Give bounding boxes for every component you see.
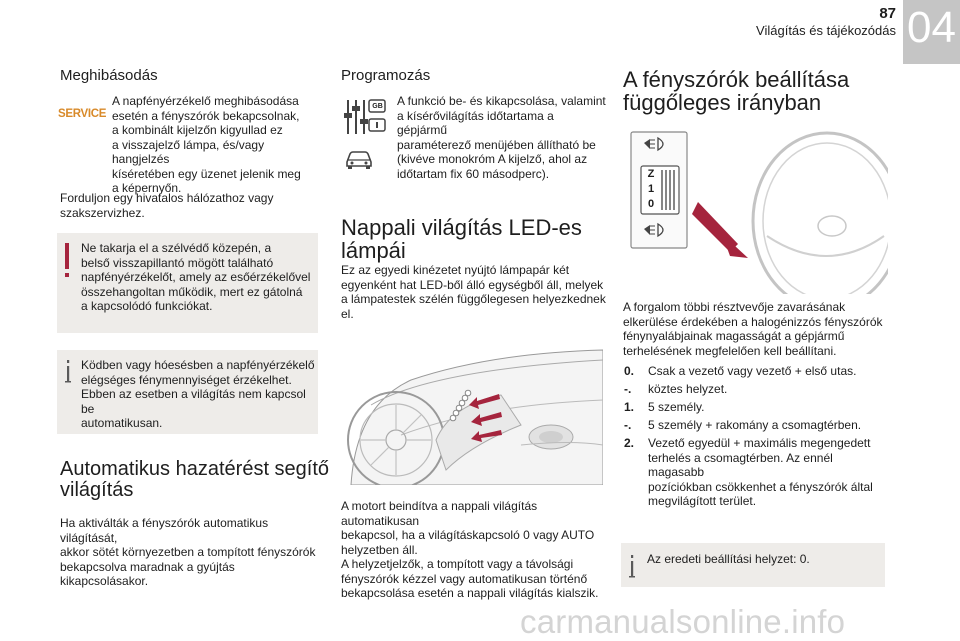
thumbwheel-labels: Z 1 0 bbox=[647, 168, 655, 210]
programming-paragraph: A funkció be- és kikapcsolása, valamint a kísérővilágítás időtartama a gépjármű paraméterező menüjében állítható be (kivéve monokróm A kijelző, ahol az időtartam fix 60 másodperc). bbox=[397, 94, 606, 181]
drl-heading: Nappali világítás LED-es lámpái bbox=[341, 215, 582, 263]
programming-heading: Programozás bbox=[341, 67, 431, 84]
settings-sliders-icon bbox=[343, 97, 389, 137]
warning-text: Ne takarja el a szélvédő közepén, a belső visszapillantó mögött található napfényérzékelőt, amely az esőérzékelővel összehangoltan működik, mert ez gátolná a kapcsolódó funkciókat. bbox=[81, 241, 311, 313]
section-title: Világítás és tájékozódás bbox=[756, 23, 896, 38]
info-box-fog bbox=[57, 350, 318, 434]
chapter-number: 04 bbox=[907, 3, 956, 52]
car-icon bbox=[344, 148, 374, 170]
fault-paragraph: A napfényérzékelő meghibásodása esetén a fényszórók bekapcsolnak, a kombinált kijelzőn kigyullad ez a visszajelző lámpa, és/vagy hangjelzés kíséretében egy üzenet jelenik meg a képernyőn. bbox=[112, 94, 301, 195]
drl-paragraph: Ez az egyedi kinézetet nyújtó lámpapár két egyenként hat LED-ből álló egységből áll, melyek a lámpatestek szélén függőlegesen helyezkednek el. bbox=[341, 263, 606, 321]
auto-lighting-paragraph: Ha aktiválták a fényszórók automatikus világítását, akkor sötét környezetben a tompított fényszórók bekapcsolva maradnak a gyújtás kikapcsolásakor. bbox=[60, 516, 316, 588]
watermark: carmanualsonline.info bbox=[520, 603, 846, 640]
contact-paragraph: Forduljon egy hivatalos hálózathoz vagy szakszervizhez. bbox=[60, 191, 274, 220]
service-warning-icon: SERVICE bbox=[58, 108, 107, 120]
chapter-tab bbox=[903, 0, 960, 64]
headlamp-adjust-illustration bbox=[622, 126, 888, 294]
default-note: Az eredeti beállítási helyzet: 0. bbox=[647, 552, 810, 566]
gb-label: GB bbox=[372, 103, 383, 110]
info-text: Ködben vagy hóesésben a napfényérzékelő elégséges fénymennyiséget érzékelhet. Ebben az esetben a világítás nem kapcsol be automatikusan. bbox=[81, 358, 315, 430]
info-icon bbox=[63, 360, 73, 384]
beam-adjust-heading: A fényszórók beállítása függőleges irányban bbox=[623, 67, 850, 115]
warning-icon bbox=[65, 243, 69, 269]
car-drl-illustration bbox=[341, 345, 603, 485]
engine-start-paragraph: A motort beindítva a nappali világítás automatikusan bekapcsol, ha a világításkapcsoló 0 vagy AUTO helyzetben áll. A helyzetjelzők, a tompított vagy a távolsági fényszórók kézzel vagy automatikusan történő bekapcsolása esetén a nappali világítás kialszik. bbox=[341, 499, 599, 600]
beam-adjust-intro: A forgalom többi résztvevője zavarásának elkerülése érdekében a halogénizzós fényszórók fénynyalábjainak magasságát a gépjármű terhelésének megfelelően kell beállítani. bbox=[623, 300, 883, 358]
warning-box bbox=[57, 233, 318, 333]
page-number: 87 bbox=[879, 5, 896, 22]
info-box-default bbox=[621, 543, 885, 587]
auto-lighting-heading: Automatikus hazatérést segítő világítás bbox=[60, 458, 330, 501]
info-icon bbox=[627, 555, 637, 579]
fault-heading: Meghibásodás bbox=[60, 67, 158, 84]
